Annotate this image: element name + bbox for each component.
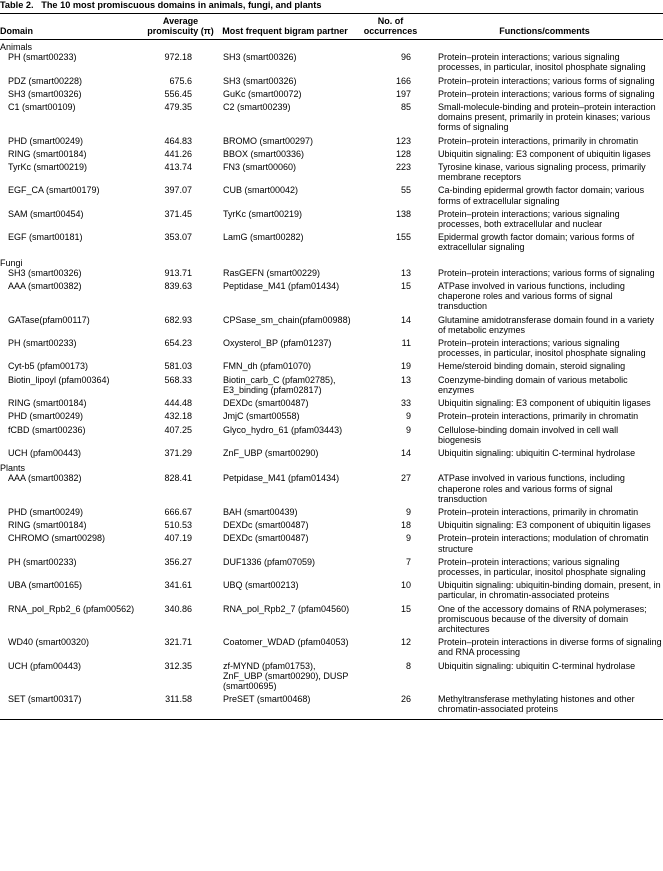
occurrences-cell: 15 xyxy=(400,603,411,614)
partner-cell: BAH (smart00439) xyxy=(223,506,298,517)
partner-cell: GuKc (smart00072) xyxy=(223,88,302,99)
promiscuity-cell: 413.74 xyxy=(164,162,192,173)
functions-cell: Ubiquitin signaling: E3 component of ubiquitin ligases xyxy=(438,520,651,531)
occurrences-cell: 155 xyxy=(395,232,411,243)
occurrences-cell: 197 xyxy=(395,88,411,99)
functions-cell: Ubiquitin signaling: E3 component of ubiquitin ligases xyxy=(438,148,651,159)
domain-cell: PHD (smart00249) xyxy=(8,506,84,517)
table-row xyxy=(0,232,663,255)
occurrences-cell: 13 xyxy=(400,374,411,385)
partner-cell: BROMO (smart00297) xyxy=(223,135,314,146)
promiscuity-cell: 340.86 xyxy=(164,603,192,614)
partner-cell: DEXDc (smart00487) xyxy=(223,520,309,531)
occurrences-cell: 123 xyxy=(395,135,411,146)
group-label: Fungi xyxy=(0,257,23,268)
promiscuity-cell: 356.27 xyxy=(164,556,192,567)
table-row xyxy=(0,520,663,533)
domain-cell: SH3 (smart00326) xyxy=(8,88,82,99)
table-row xyxy=(0,268,663,281)
group-label: Plants xyxy=(0,463,26,474)
partner-cell: Glyco_hydro_61 (pfam03443) xyxy=(223,424,343,435)
functions-cell: Heme/steroid binding domain, steroid signaling xyxy=(438,361,626,372)
domain-cell: AAA (smart00382) xyxy=(8,473,82,484)
occurrences-cell: 223 xyxy=(395,162,411,173)
header-promiscuity: Average promiscuity (π) xyxy=(147,16,214,36)
domain-cell: WD40 (smart00320) xyxy=(8,637,90,648)
domain-cell: Cyt-b5 (pfam00173) xyxy=(8,361,89,372)
occurrences-cell: 8 xyxy=(405,660,411,671)
partner-cell: TyrKc (smart00219) xyxy=(223,208,303,219)
promiscuity-cell: 441.26 xyxy=(164,148,192,159)
functions-cell: Protein–protein interactions; various signaling processes, in particular, inositol phosphate signaling xyxy=(438,556,646,577)
domain-cell: C1 (smart00109) xyxy=(8,102,76,113)
domain-cell: SH3 (smart00326) xyxy=(8,267,82,278)
partner-cell: C2 (smart00239) xyxy=(223,102,291,113)
occurrences-cell: 166 xyxy=(395,75,411,86)
occurrences-cell: 19 xyxy=(400,361,411,372)
promiscuity-cell: 568.33 xyxy=(164,374,192,385)
functions-cell: Protein–protein interactions; various forms of signaling xyxy=(438,88,655,99)
domain-cell: PHD (smart00249) xyxy=(8,411,84,422)
functions-cell: Cellulose-binding domain involved in cell wall biogenesis xyxy=(438,424,619,445)
functions-cell: Protein–protein interactions in diverse forms of signaling and RNA processing xyxy=(438,637,662,658)
promiscuity-cell: 913.71 xyxy=(164,267,192,278)
promiscuity-cell: 444.48 xyxy=(164,398,192,409)
domain-cell: UCH (pfam00443) xyxy=(8,447,82,458)
partner-cell: UBQ (smart00213) xyxy=(223,580,299,591)
promiscuity-cell: 311.58 xyxy=(165,694,192,705)
table-row xyxy=(0,411,663,424)
partner-cell: SH3 (smart00326) xyxy=(223,52,297,63)
header-partner: Most frequent bigram partner xyxy=(222,26,348,36)
header-functions: Functions/comments xyxy=(499,26,590,36)
functions-cell: Protein–protein interactions; various signaling processes, in particular, inositol phosphate signaling xyxy=(438,52,646,73)
occurrences-cell: 9 xyxy=(405,411,411,422)
occurrences-cell: 85 xyxy=(400,102,411,113)
table-row xyxy=(0,507,663,520)
promiscuity-cell: 464.83 xyxy=(164,135,192,146)
functions-cell: ATPase involved in various functions, including chaperone roles and various forms of signal transduction xyxy=(438,281,625,312)
functions-cell: Ubiquitin signaling: E3 component of ubiquitin ligases xyxy=(438,398,651,409)
header-row xyxy=(0,16,663,40)
domain-cell: TyrKc (smart00219) xyxy=(8,162,88,173)
partner-cell: Peptidase_M41 (pfam01434) xyxy=(223,281,340,292)
functions-cell: One of the accessory domains of RNA polymerases; promiscuous because of the diversity of domain architectures xyxy=(438,603,647,634)
occurrences-cell: 18 xyxy=(400,520,411,531)
partner-cell: Coatomer_WDAD (pfam04053) xyxy=(223,637,349,648)
domain-cell: CHROMO (smart00298) xyxy=(8,533,106,544)
domain-cell: AAA (smart00382) xyxy=(8,281,82,292)
occurrences-cell: 27 xyxy=(400,473,411,484)
occurrences-cell: 138 xyxy=(395,208,411,219)
functions-cell: Tyrosine kinase, various signaling process, primarily membrane receptors xyxy=(438,162,646,183)
table-row xyxy=(0,661,663,695)
partner-cell: FMN_dh (pfam01070) xyxy=(223,361,312,372)
promiscuity-cell: 510.53 xyxy=(164,520,192,531)
partner-cell: CPSase_sm_chain(pfam00988) xyxy=(223,314,351,325)
functions-cell: Protein–protein interactions; various forms of signaling xyxy=(438,267,655,278)
header-domain: Domain xyxy=(0,26,34,36)
promiscuity-cell: 341.61 xyxy=(164,580,192,591)
occurrences-cell: 12 xyxy=(400,637,411,648)
group-label: Animals xyxy=(0,42,33,52)
table-row xyxy=(0,209,663,232)
partner-cell: PreSET (smart00468) xyxy=(223,694,311,705)
promiscuity-cell: 581.03 xyxy=(164,361,192,372)
table-row xyxy=(0,361,663,374)
functions-cell: Ca-binding epidermal growth factor domain; various forms of extracellular signaling xyxy=(438,185,645,206)
promiscuity-cell: 654.23 xyxy=(164,338,192,349)
occurrences-cell: 14 xyxy=(400,447,411,458)
occurrences-cell: 55 xyxy=(400,185,411,196)
table-row xyxy=(0,338,663,361)
occurrences-cell: 7 xyxy=(405,556,411,567)
functions-cell: Glutamine amidotransferase domain found in a variety of metabolic enzymes xyxy=(438,314,655,335)
functions-cell: Protein–protein interactions; various forms of signaling xyxy=(438,75,655,86)
table-row xyxy=(0,637,663,660)
partner-cell: SH3 (smart00326) xyxy=(223,75,297,86)
partner-cell: zf-MYND (pfam01753), ZnF_UBP (smart00290), DUSP (smart00695) xyxy=(223,660,349,691)
promiscuity-cell: 371.29 xyxy=(164,447,192,458)
domain-cell: EGF (smart00181) xyxy=(8,232,83,243)
promiscuity-cell: 371.45 xyxy=(164,208,192,219)
promiscuity-cell: 432.18 xyxy=(164,411,192,422)
promiscuous-domains-table xyxy=(0,16,663,718)
promiscuity-cell: 839.63 xyxy=(164,281,192,292)
table-row xyxy=(0,52,663,75)
functions-cell: Ubiquitin signaling: ubiquitin-binding domain, present, in particular, in chromatin-associated proteins xyxy=(438,580,661,601)
functions-cell: Protein–protein interactions, primarily in chromatin xyxy=(438,411,639,422)
occurrences-cell: 11 xyxy=(401,338,411,349)
table-body xyxy=(0,40,663,718)
occurrences-cell: 26 xyxy=(400,694,411,705)
table-row xyxy=(0,102,663,136)
occurrences-cell: 14 xyxy=(400,314,411,325)
functions-cell: Protein–protein interactions, primarily in chromatin xyxy=(438,506,639,517)
domain-cell: RING (smart00184) xyxy=(8,148,87,159)
promiscuity-cell: 828.41 xyxy=(164,473,192,484)
table-row xyxy=(0,375,663,398)
functions-cell: Methyltransferase methylating histones and other chromatin-associated proteins xyxy=(438,694,635,715)
functions-cell: Ubiquitin signaling: ubiquitin C-terminal hydrolase xyxy=(438,447,636,458)
partner-cell: Oxysterol_BP (pfam01237) xyxy=(223,338,332,349)
occurrences-cell: 33 xyxy=(400,398,411,409)
promiscuity-cell: 675.6 xyxy=(169,75,192,86)
domain-cell: PDZ (smart00228) xyxy=(8,75,83,86)
promiscuity-cell: 312.35 xyxy=(164,660,192,671)
domain-cell: PH (smart00233) xyxy=(8,338,77,349)
table-row xyxy=(0,136,663,149)
partner-cell: RNA_pol_Rpb2_7 (pfam04560) xyxy=(223,603,350,614)
occurrences-cell: 9 xyxy=(405,424,411,435)
table-row xyxy=(0,448,663,461)
domain-cell: RING (smart00184) xyxy=(8,520,87,531)
partner-cell: DEXDc (smart00487) xyxy=(223,533,309,544)
partner-cell: JmjC (smart00558) xyxy=(223,411,300,422)
functions-cell: Protein–protein interactions; modulation of chromatin structure xyxy=(438,533,649,554)
partner-cell: DEXDc (smart00487) xyxy=(223,398,309,409)
occurrences-cell: 9 xyxy=(405,506,411,517)
partner-cell: LamG (smart00282) xyxy=(223,232,304,243)
group-row xyxy=(0,461,663,473)
promiscuity-cell: 666.67 xyxy=(164,506,192,517)
partner-cell: RasGEFN (smart00229) xyxy=(223,267,321,278)
table-row xyxy=(0,557,663,580)
domain-cell: RING (smart00184) xyxy=(8,398,87,409)
promiscuity-cell: 407.25 xyxy=(164,424,192,435)
promiscuity-cell: 321.71 xyxy=(164,637,192,648)
promiscuity-cell: 972.18 xyxy=(164,52,192,63)
domain-cell: PH (smart00233) xyxy=(8,556,77,567)
table-row xyxy=(0,76,663,89)
domain-cell: SAM (smart00454) xyxy=(8,208,84,219)
promiscuity-cell: 556.45 xyxy=(164,88,192,99)
top-rule xyxy=(0,13,663,14)
table-row xyxy=(0,580,663,603)
functions-cell: Protein–protein interactions, primarily in chromatin xyxy=(438,135,639,146)
bottom-rule xyxy=(0,719,663,720)
occurrences-cell: 9 xyxy=(405,533,411,544)
table-label: Table 2. xyxy=(0,0,34,10)
promiscuity-cell: 407.19 xyxy=(164,533,192,544)
functions-cell: Coenzyme-binding domain of various metabolic enzymes xyxy=(438,374,628,395)
partner-cell: ZnF_UBP (smart00290) xyxy=(223,447,319,458)
domain-cell: PHD (smart00249) xyxy=(8,135,84,146)
functions-cell: Protein–protein interactions; various signaling processes, both extracellular and nuclear xyxy=(438,208,620,230)
promiscuity-cell: 682.93 xyxy=(164,314,192,325)
group-row xyxy=(0,40,663,53)
domain-cell: EGF_CA (smart00179) xyxy=(8,185,100,196)
table-row xyxy=(0,89,663,102)
table-row xyxy=(0,398,663,411)
table-title: The 10 most promiscuous domains in animals, fungi, and plants xyxy=(41,0,322,10)
domain-cell: UCH (pfam00443) xyxy=(8,660,82,671)
domain-cell: UBA (smart00165) xyxy=(8,580,83,591)
table-row xyxy=(0,425,663,448)
functions-cell: ATPase involved in various functions, including chaperone roles and various forms of signal transduction xyxy=(438,473,625,504)
table-row xyxy=(0,604,663,638)
domain-cell: GATase(pfam00117) xyxy=(8,314,90,325)
table-row xyxy=(0,533,663,556)
occurrences-cell: 13 xyxy=(400,267,411,278)
domain-cell: RNA_pol_Rpb2_6 (pfam00562) xyxy=(8,603,135,614)
domain-cell: fCBD (smart00236) xyxy=(8,424,86,435)
table-row xyxy=(0,281,663,315)
functions-cell: Small-molecule-binding and protein–protein interaction domains present, primarily in protein kinases; various forms of signaling xyxy=(438,102,656,133)
table-row xyxy=(0,162,663,185)
partner-cell: Petpidase_M41 (pfam01434) xyxy=(223,473,340,484)
domain-cell: PH (smart00233) xyxy=(8,52,77,63)
promiscuity-cell: 397.07 xyxy=(164,185,192,196)
table-caption xyxy=(0,0,321,11)
occurrences-cell: 10 xyxy=(400,580,411,591)
occurrences-cell: 96 xyxy=(400,52,411,63)
domain-cell: Biotin_lipoyl (pfam00364) xyxy=(8,374,110,385)
occurrences-cell: 128 xyxy=(395,148,411,159)
functions-cell: Epidermal growth factor domain; various forms of extracellular signaling xyxy=(438,232,635,253)
table-row xyxy=(0,694,663,717)
functions-cell: Ubiquitin signaling: ubiquitin C-terminal hydrolase xyxy=(438,660,636,671)
table-row xyxy=(0,185,663,208)
table-row xyxy=(0,473,663,507)
partner-cell: Biotin_carb_C (pfam02785), E3_binding (pfam02817) xyxy=(223,374,336,395)
table-row xyxy=(0,315,663,338)
partner-cell: BBOX (smart00336) xyxy=(223,148,305,159)
domain-cell: SET (smart00317) xyxy=(8,694,82,705)
header-occurrences: No. of occurrences xyxy=(363,16,418,36)
partner-cell: FN3 (smart00060) xyxy=(223,162,297,173)
table-row xyxy=(0,149,663,162)
functions-cell: Protein–protein interactions; various signaling processes, in particular, inositol phosphate signaling xyxy=(438,338,646,359)
promiscuity-cell: 479.35 xyxy=(164,102,192,113)
occurrences-cell: 15 xyxy=(400,281,411,292)
promiscuity-cell: 353.07 xyxy=(164,232,192,243)
partner-cell: DUF1336 (pfam07059) xyxy=(223,556,316,567)
group-row xyxy=(0,256,663,268)
partner-cell: CUB (smart00042) xyxy=(223,185,299,196)
